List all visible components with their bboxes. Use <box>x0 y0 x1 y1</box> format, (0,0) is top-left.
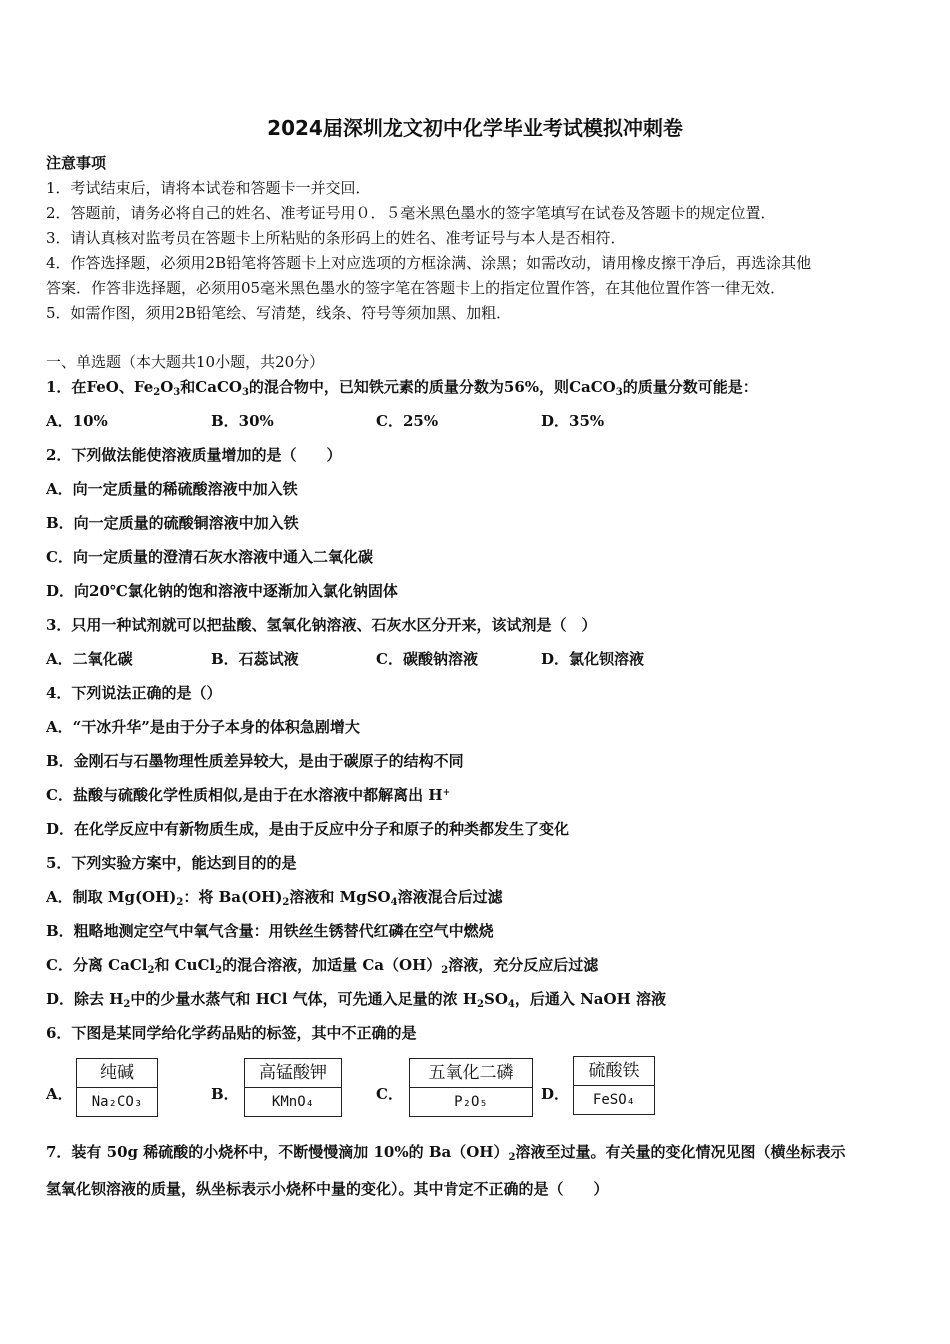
notice-heading: 注意事项 <box>46 154 107 172</box>
notice-item: 5．如需作图，须用2B铅笔绘、写清楚，线条、符号等须加黑、加粗． <box>46 304 512 322</box>
question-3-option-c: C．碳酸钠溶液 <box>376 650 478 668</box>
notice-item: 3．请认真核对监考员在答题卡上所粘贴的条形码上的姓名、准考证号与本人是否相符． <box>46 229 626 247</box>
reagent-label-a <box>76 1058 158 1117</box>
notice-item: 答案．作答非选择题，必须用05毫米黑色墨水的签字笔在答题卡上的指定位置作答，在其他位置作答一律无效． <box>46 279 786 297</box>
question-4-option-c: C．盐酸与硫酸化学性质相似,是由于在水溶液中都解离出 H+ <box>46 786 451 804</box>
question-2-option-a: A．向一定质量的稀硫酸溶液中加入铁 <box>46 480 298 498</box>
question-6-option-c-letter: C． <box>376 1085 403 1103</box>
question-2-option-c: C．向一定质量的澄清石灰水溶液中通入二氧化碳 <box>46 548 373 566</box>
reagent-formula: FeSO₄ <box>592 1092 636 1108</box>
question-3-option-a: A．二氧化碳 <box>46 650 133 668</box>
reagent-label-b <box>244 1058 342 1117</box>
reagent-name: 纯碱 <box>77 1059 157 1088</box>
question-4-option-d: D．在化学反应中有新物质生成，是由于反应中分子和原子的种类都发生了变化 <box>46 820 570 838</box>
notice-item: 1．考试结束后，请将本试卷和答题卡一并交回． <box>46 179 371 197</box>
question-1-option-d: D．35% <box>541 412 605 430</box>
question-4-option-a: A．“干冰升华”是由于分子本身的体积急剧增大 <box>46 718 360 736</box>
reagent-formula: KMnO₄ <box>271 1094 315 1110</box>
reagent-formula: P₂O₅ <box>454 1094 488 1110</box>
question-6-option-d-letter: D． <box>541 1085 570 1103</box>
question-7-stem-line-2: 氢氧化钡溶液的质量，纵坐标表示小烧杯中量的变化）。其中肯定不正确的是（ ） <box>46 1180 609 1198</box>
question-5-stem: 5．下列实验方案中，能达到目的的是 <box>46 854 297 872</box>
question-4-stem: 4．下列说法正确的是（） <box>46 684 222 702</box>
reagent-name: 高锰酸钾 <box>245 1059 341 1088</box>
reagent-label-d <box>573 1056 655 1115</box>
question-5-option-b: B．粗略地测定空气中氧气含量：用铁丝生锈替代红磷在空气中燃烧 <box>46 922 494 940</box>
question-3-option-d: D．氯化钡溶液 <box>541 650 645 668</box>
question-5-option-a: A．制取 $Mg(OH)_2$：将 $Ba(OH)_2$溶液和 MgSO$_4$溶液混合后过滤 <box>46 888 503 908</box>
question-1-option-b: B．30% <box>211 412 274 430</box>
reagent-name: 五氧化二磷 <box>410 1059 532 1088</box>
notice-item: 2．答题前，请务必将自己的姓名、准考证号用０．５毫米黑色墨水的签字笔填写在试卷及答题卡的规定位置． <box>46 204 776 222</box>
question-1-option-c: C．25% <box>376 412 439 430</box>
question-5-option-d: D．除去 $H_2$中的少量水蒸气和 HCl 气体，可先通入足量的浓 $H_2SO_4$，后通入 NaOH 溶液 <box>46 990 666 1010</box>
question-6-option-a-letter: A． <box>46 1085 73 1103</box>
question-2-option-d: D．向20℃氯化钠的饱和溶液中逐渐加入氯化钠固体 <box>46 582 398 600</box>
question-7-stem-line-1: 7．装有 50g 稀硫酸的小烧杯中，不断慢慢滴加 10%的 $Ba(OH)_2$溶液至过量。有关量的变化情况见图（横坐标表示 <box>46 1143 846 1163</box>
question-5-option-c: C．分离 CaCl$_2$和 CuCl$_2$的混合溶液，加适量 $Ca(OH)_2$溶液，充分反应后过滤 <box>46 956 599 976</box>
notice-item: 4．作答选择题，必须用2B铅笔将答题卡上对应选项的方框涂满、涂黑；如需改动，请用橡皮擦干净后，再选涂其他 <box>46 254 812 272</box>
question-3-stem: 3．只用一种试剂就可以把盐酸、氢氧化钠溶液、石灰水区分开来，该试剂是（ ） <box>46 616 597 634</box>
question-3-option-b: B．石蕊试液 <box>211 650 299 668</box>
question-6-option-b-letter: B． <box>211 1085 239 1103</box>
question-1-stem: 1．在FeO、$Fe_2O_3$和CaCO$_3$的混合物中，已知铁元素的质量分数为56%，则CaCO$_3$的质量分数可能是： <box>46 378 758 398</box>
question-4-option-b: B．金刚石与石墨物理性质差异较大，是由于碳原子的结构不同 <box>46 752 464 770</box>
reagent-label-c <box>409 1058 533 1117</box>
reagent-name: 硫酸铁 <box>574 1057 654 1086</box>
page-title: 2024届深圳龙文初中化学毕业考试模拟冲刺卷 <box>267 116 683 140</box>
reagent-formula: Na₂CO₃ <box>91 1094 143 1110</box>
section-heading: 一、单选题（本大题共10小题，共20分） <box>46 353 325 371</box>
question-2-option-b: B．向一定质量的硫酸铜溶液中加入铁 <box>46 514 299 532</box>
question-1-option-a: A．10% <box>46 412 108 430</box>
question-6-stem: 6．下图是某同学给化学药品贴的标签，其中不正确的是 <box>46 1024 417 1042</box>
question-2-stem: 2．下列做法能使溶液质量增加的是（ ） <box>46 446 342 464</box>
